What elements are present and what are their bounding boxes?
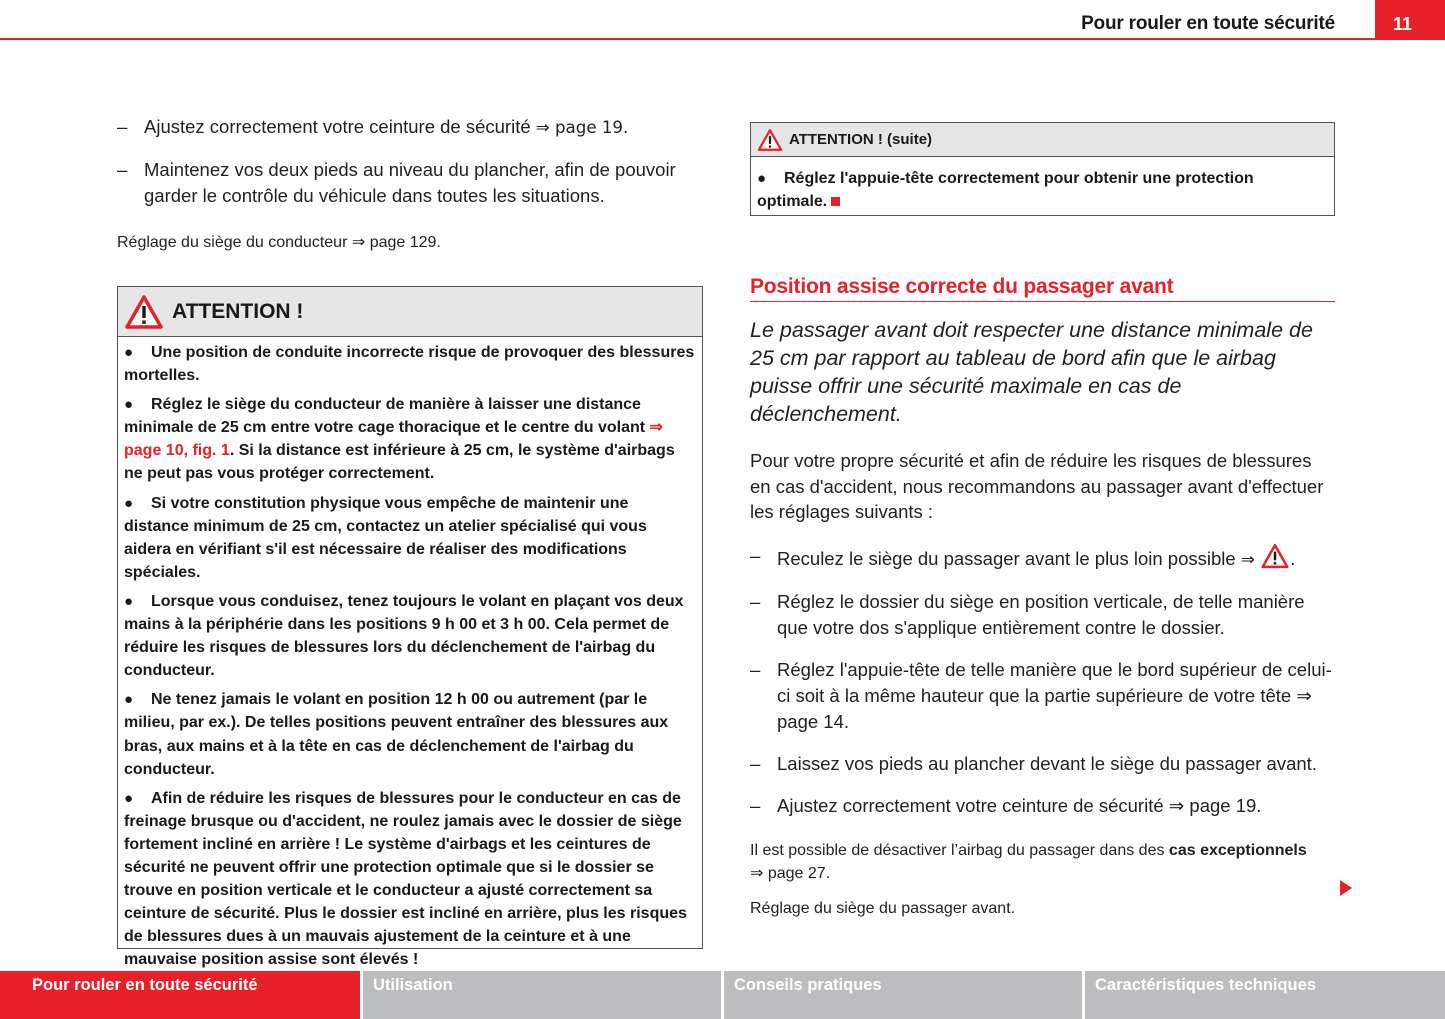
warning-box-continued bbox=[750, 122, 1335, 216]
bullet-icon: ● bbox=[124, 691, 134, 709]
warning-triangle-icon bbox=[757, 128, 783, 152]
running-header-title: Pour rouler en toute sécurité bbox=[1081, 13, 1335, 34]
warning-header bbox=[118, 287, 702, 337]
intro-paragraph: Le passager avant doit respecter une distance minimale de 25 cm par rapport au tableau de bord afin que le airbag puisse offrir une sécurité maximale en cas de déclenchement. bbox=[750, 318, 1313, 426]
bullet-icon: ● bbox=[124, 396, 134, 414]
warning-header bbox=[751, 123, 1334, 157]
figure-reference-link[interactable]: ⇒ page 10, fig. 1 bbox=[124, 419, 663, 460]
body-paragraph: Pour votre propre sécurité et afin de réduire les risques de blessures en cas d'accident, nous recommandons au passager avant d'effectuer les réglages suivants : bbox=[750, 450, 1324, 522]
left-column bbox=[117, 114, 702, 254]
bullet-icon: ● bbox=[124, 789, 134, 807]
warning-triangle-icon bbox=[1260, 543, 1290, 569]
end-of-section-icon bbox=[831, 197, 840, 206]
warning-bullet: ● Afin de réduire les risques de blessures pour le conducteur en cas de freinage brusque ou d'accident, ne roulez jamais avec le dossier de siège fortement incliné en arrière ! Le système d'airbags et les ceintures de sécurité ne peuvent offrir une protection optimale que si le dossier se trouve en position verticale et le conducteur a ajusté correctement sa ceinture de sécurité. Plus le dossier est incliné en arrière, plus les risques de blessures dues à un mauvais ajustement de la ceinture et à une mauvaise position assise sont élevés ! bbox=[124, 787, 696, 972]
cross-reference-note: Réglage du siège du conducteur ⇒ page 129. bbox=[117, 234, 441, 251]
bullet-icon: ● bbox=[124, 344, 134, 361]
page-number: 11 bbox=[1375, 0, 1445, 40]
page-reference-link[interactable]: ⇒ page 14. bbox=[777, 684, 1312, 732]
warning-bullet: ● Ne tenez jamais le volant en position 12 h 00 ou autrement (par le milieu, par ex.). De telles positions peuvent entraîner des blessures aux bras, aux mains et à la tête en cas de déclenchement de l'airbag du conducteur. bbox=[124, 688, 696, 780]
warning-bullet: ● Réglez l'appuie-tête correctement pour obtenir une protection optimale. bbox=[757, 167, 1328, 213]
passenger-seat-note: Réglage du siège du passager avant. bbox=[750, 899, 1016, 917]
header-rule bbox=[0, 38, 1375, 40]
tab-pour-rouler-en-toute-securite[interactable]: Pour rouler en toute sécurité bbox=[0, 971, 360, 1019]
list-item: – Ajustez correctement votre ceinture de sécurité ⇒ page 19. bbox=[117, 116, 629, 137]
bullet-icon: ● bbox=[124, 494, 134, 512]
page-reference-link[interactable]: ⇒ page 19. bbox=[1168, 794, 1262, 816]
bullet-icon: ● bbox=[124, 592, 134, 610]
list-item: – Maintenez vos deux pieds au niveau du plancher, afin de pouvoir garder le contrôle du véhicule dans toutes les situations. bbox=[117, 159, 676, 206]
list-item: – Reculez le siège du passager avant le plus loin possible ⇒ . bbox=[750, 544, 1296, 569]
warning-reference-link[interactable]: ⇒ . bbox=[1241, 550, 1296, 569]
warning-body bbox=[751, 157, 1334, 218]
page-reference-link[interactable]: ⇒ page 27. bbox=[750, 864, 831, 882]
list-item: – Laissez vos pieds au plancher devant le siège du passager avant. bbox=[750, 752, 1317, 774]
next-page-arrow-icon[interactable] bbox=[1340, 880, 1352, 896]
page-reference-link[interactable]: ⇒ page 19. bbox=[535, 118, 629, 137]
tab-utilisation[interactable]: Utilisation bbox=[363, 971, 721, 1019]
tab-conseils-pratiques[interactable]: Conseils pratiques bbox=[724, 971, 1082, 1019]
list-item: – Réglez l'appuie-tête de telle manière que le bord supérieur de celui-ci soit à la même hauteur que la partie supérieure de votre tête ⇒ page 14. bbox=[750, 658, 1332, 732]
instruction-list bbox=[750, 543, 1335, 819]
section-title: Position assise correcte du passager avant bbox=[750, 275, 1335, 302]
right-column bbox=[750, 275, 1335, 920]
airbag-deactivation-note: Il est possible de désactiver l’airbag du passager dans des cas exceptionnels ⇒ page 27. bbox=[750, 841, 1307, 882]
warning-bullet: ● Si votre constitution physique vous empêche de maintenir une distance minimum de 25 cm, contactez un atelier spécialisé qui vous aidera en vérifiant s'il est nécessaire de réaliser des modifications spéciales. bbox=[124, 492, 696, 584]
warning-triangle-icon bbox=[124, 294, 164, 330]
chapter-tabs bbox=[0, 971, 1445, 1019]
warning-bullet: ● Lorsque vous conduisez, tenez toujours le volant en plaçant vos deux mains à la périphérie dans les positions 9 h 00 et 3 h 00. Cela permet de réduire les risques de blessures lors du déclenchement de l'airbag du conducteur. bbox=[124, 590, 696, 682]
warning-bullet: ● Réglez le siège du conducteur de manière à laisser une distance minimale de 25 cm entre votre cage thoracique et le centre du volant ⇒ page 10, fig. 1. Si la distance est inférieure à 25 cm, le système d'airbags ne peut pas vous protéger correctement. bbox=[124, 393, 696, 485]
list-item: – Ajustez correctement votre ceinture de sécurité ⇒ page 19. bbox=[750, 794, 1262, 816]
warning-bullet: ● Une position de conduite incorrecte risque de provoquer des blessures mortelles. bbox=[124, 341, 696, 387]
tab-caracteristiques-techniques[interactable]: Caractéristiques techniques bbox=[1085, 971, 1445, 1019]
warning-title: ATTENTION ! (suite) bbox=[789, 131, 933, 148]
list-item: – Réglez le dossier du siège en position verticale, de telle manière que votre dos s'applique entièrement contre le dossier. bbox=[750, 590, 1305, 638]
warning-body bbox=[118, 337, 702, 976]
warning-title: ATTENTION ! bbox=[172, 299, 304, 323]
page-reference-link[interactable]: ⇒ page 129. bbox=[351, 234, 441, 251]
bullet-icon: ● bbox=[757, 170, 767, 187]
warning-box bbox=[117, 286, 703, 969]
